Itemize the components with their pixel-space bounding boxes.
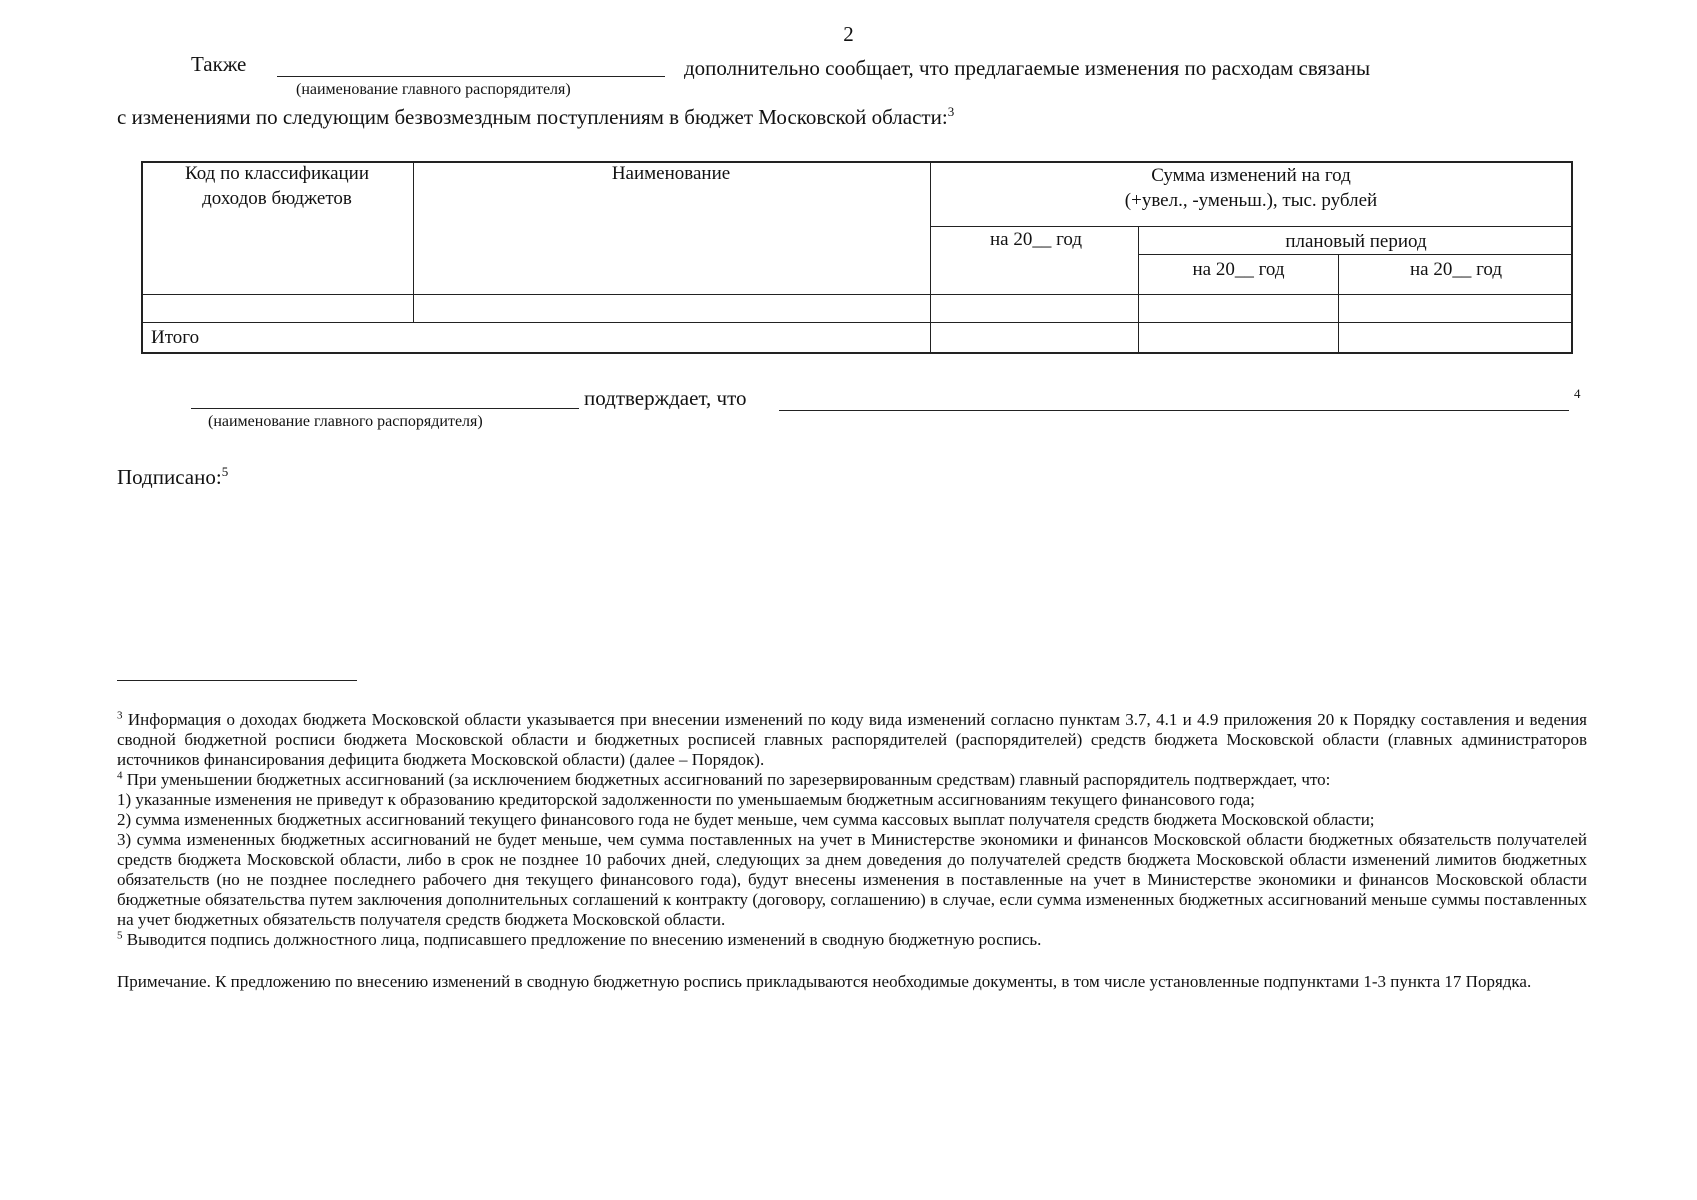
footnote-4 <box>117 770 1587 790</box>
note: Примечание. К предложению по внесению изменений в сводную бюджетную роспись прикладываются необходимые документы, в том числе установленные подпунктами 1-3 пункта 17 Порядка. <box>117 972 1532 991</box>
intro-second-line-text: с изменениями по следующим безвозмездным поступлениям в бюджет Московской области: <box>117 105 948 129</box>
footnote-4-item-2: 2) сумма измененных бюджетных ассигнований текущего финансового года не будет меньше, чем сумма кассовых выплат получателя средств бюджета Московской области; <box>117 810 1375 829</box>
footnote-4-item-3: 3) сумма измененных бюджетных ассигнований не будет меньше, чем сумма поставленных на учет в Министерстве экономики и финансов Московской области бюджетных обязательств получателей средств бюджета Московской области, либо в срок не позднее 10 рабочих дней, следующих за днем доведения до получателей средств бюджета Московской области изменений лимитов бюджетных обязательств (но не позднее последнего рабочего дня текущего финансового года), будут внесены изменения в поставленные на учет в Министерстве экономики и финансов Московской области бюджетные обязательства путем заключения дополнительных соглашений к контракту (договору, соглашению) в случае, если сумма измененных бюджетных ассигнований меньше суммы поставленных на учет бюджетных обязательств получателя средств бюджета Московской области. <box>117 830 1587 929</box>
confirm-distributor-blank-line[interactable] <box>191 408 579 409</box>
header-current-year: на 20__ год <box>989 229 1083 250</box>
footnote-ref-3: 3 <box>947 104 955 119</box>
header-planning-period: плановый период <box>1285 231 1427 252</box>
footnotes <box>117 710 1587 992</box>
confirm-content-blank-line[interactable] <box>779 410 1569 411</box>
header-sum-title-2: (+увел., -уменьш.), тыс. рублей <box>1124 190 1378 211</box>
total-row-label: Итого <box>151 327 200 348</box>
header-name: Наименование <box>611 163 731 184</box>
footnote-separator <box>117 680 357 681</box>
footnote-5-mark: 5 <box>117 929 123 942</box>
distributor-blank-caption: (наименование главного распорядителя) <box>296 81 571 98</box>
signed-label-text: Подписано: <box>117 465 222 489</box>
signed-label <box>117 465 228 490</box>
header-plan-year-1: на 20__ год <box>1192 259 1285 280</box>
footnote-5-text: Выводится подпись должностного лица, подписавшего предложение по внесению изменений в сводную бюджетную роспись. <box>126 930 1042 949</box>
footnote-4-item-1: 1) указанные изменения не приведут к образованию кредиторской задолженности по уменьшаемым бюджетным ассигнованиям текущего финансового года; <box>117 790 1255 809</box>
intro-also: Также <box>191 52 247 76</box>
intro-second-line <box>117 105 954 130</box>
footnote-ref-5: 5 <box>221 464 229 479</box>
header-code: Код по классификации доходов бюджетов <box>184 163 370 209</box>
confirm-distributor-caption: (наименование главного распорядителя) <box>208 413 483 430</box>
page-number: 2 <box>843 22 854 46</box>
footnote-4-text: При уменьшении бюджетных ассигнований (за исключением бюджетных ассигнований по зарезервированным средствам) главный распорядитель подтверждает, что: <box>126 770 1331 789</box>
distributor-blank-line[interactable] <box>277 76 665 77</box>
footnote-3-mark: 3 <box>117 709 123 722</box>
confirm-text: подтверждает, что <box>584 386 747 410</box>
footnote-ref-4: 4 <box>1574 386 1581 401</box>
footnote-3-text: Информация о доходах бюджета Московской области указывается при внесении изменений по коду вида изменений согласно пунктам 3.7, 4.1 и 4.9 приложения 20 к Порядку составления и ведения сводной бюджетной росписи бюджета Московской области и бюджетных росписей главных распорядителей (распорядителей) средств бюджета Московской области (главных администраторов источников финансирования дефицита бюджета Московской области) (далее – Порядок). <box>117 710 1588 769</box>
intro-continuation: дополнительно сообщает, что предлагаемые изменения по расходам связаны <box>684 56 1371 80</box>
footnote-3 <box>117 710 1587 770</box>
header-plan-year-2: на 20__ год <box>1409 259 1503 280</box>
header-sum-title-1: Сумма изменений на год <box>1151 165 1351 186</box>
revenue-changes-table <box>141 161 1573 354</box>
footnote-4-mark: 4 <box>117 769 123 782</box>
footnote-5 <box>117 930 1587 950</box>
